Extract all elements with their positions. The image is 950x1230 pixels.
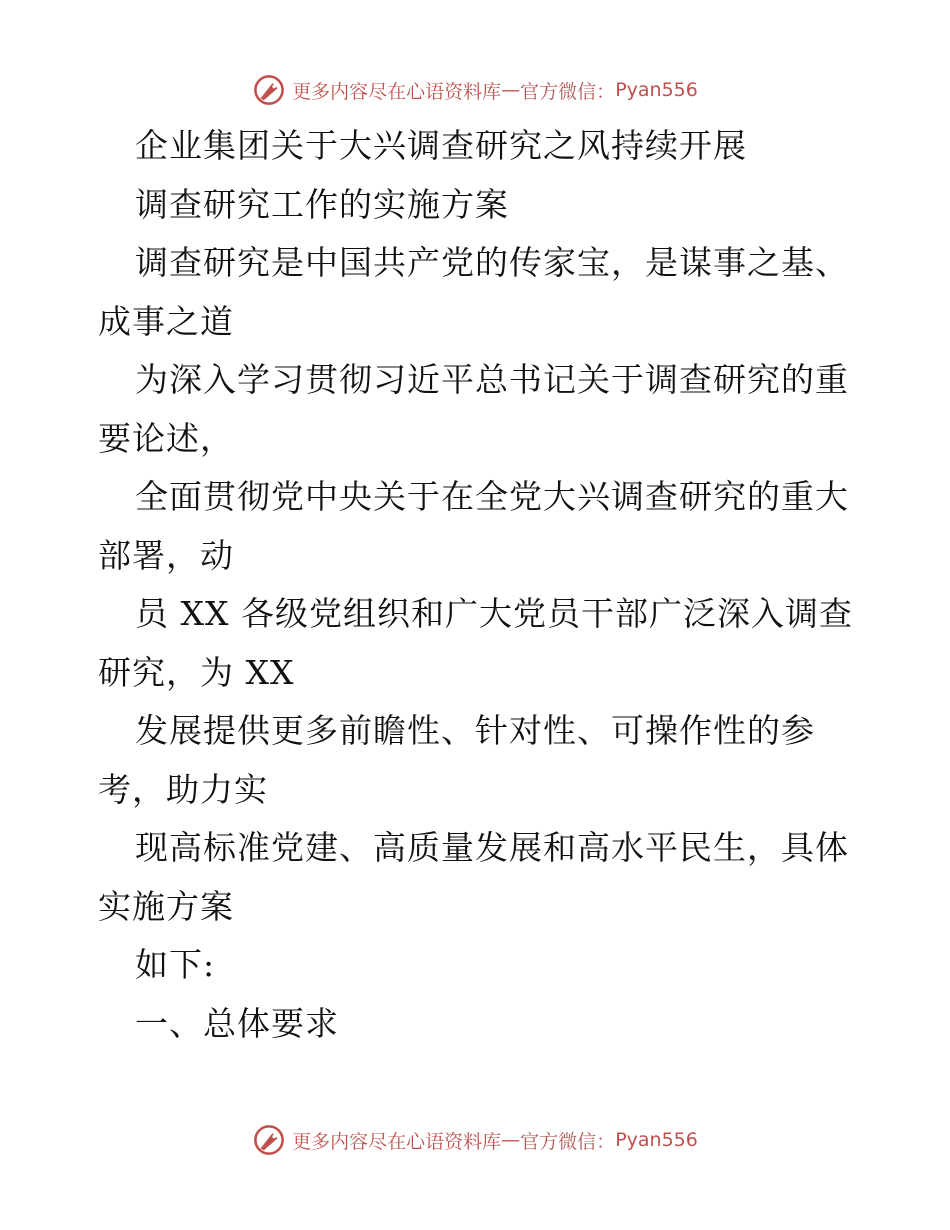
paragraph-line: 考，助力实 (98, 769, 268, 809)
watermark-separator: — (501, 79, 521, 101)
doc-title-line-2: 调查研究工作的实施方案 (135, 184, 509, 224)
paragraph-line: 研究，为 XX (98, 652, 295, 692)
doc-title-line-1: 企业集团关于大兴调查研究之风持续开展 (135, 126, 747, 165)
paragraph-line: 为深入学习贯彻习近平总书记关于调查研究的重 (135, 360, 849, 399)
pen-nib-logo-icon (252, 73, 286, 107)
watermark-wechat-id: Pyan556 (615, 1129, 698, 1151)
paragraph-line: 发展提供更多前瞻性、针对性、可操作性的参 (135, 711, 815, 750)
paragraph-line: 成事之道 (98, 301, 234, 341)
paragraph-line: 如下: (135, 945, 216, 984)
watermark-wechat-id: Pyan556 (615, 79, 698, 101)
watermark-official-label: 官方微信： (520, 80, 616, 103)
watermark-official-label: 官方微信： (520, 1130, 616, 1153)
paragraph-line: 现高标准党建、高质量发展和高水平民生，具体 (135, 828, 849, 867)
document-body (98, 117, 868, 1053)
pen-nib-logo-icon (252, 1123, 286, 1157)
paragraph-line: 调查研究是中国共产党的传家宝，是谋事之基、 (135, 243, 849, 282)
watermark-separator: — (501, 1129, 521, 1151)
paragraph-line: 要论述， (98, 418, 234, 458)
section-heading: 一、总体要求 (135, 1003, 339, 1043)
footer-watermark (0, 1120, 950, 1160)
paragraph-line: 全面贯彻党中央关于在全党大兴调查研究的重大 (135, 477, 849, 516)
paragraph-line: 实施方案 (98, 886, 234, 926)
paragraph-line: 部署，动 (98, 535, 234, 575)
watermark-brand: 更多内容尽在心语资料库 (292, 1130, 502, 1153)
header-watermark (0, 70, 950, 110)
watermark-brand: 更多内容尽在心语资料库 (292, 80, 502, 103)
paragraph-line: 员 XX 各级党组织和广大党员干部广泛深入调查 (135, 594, 853, 633)
